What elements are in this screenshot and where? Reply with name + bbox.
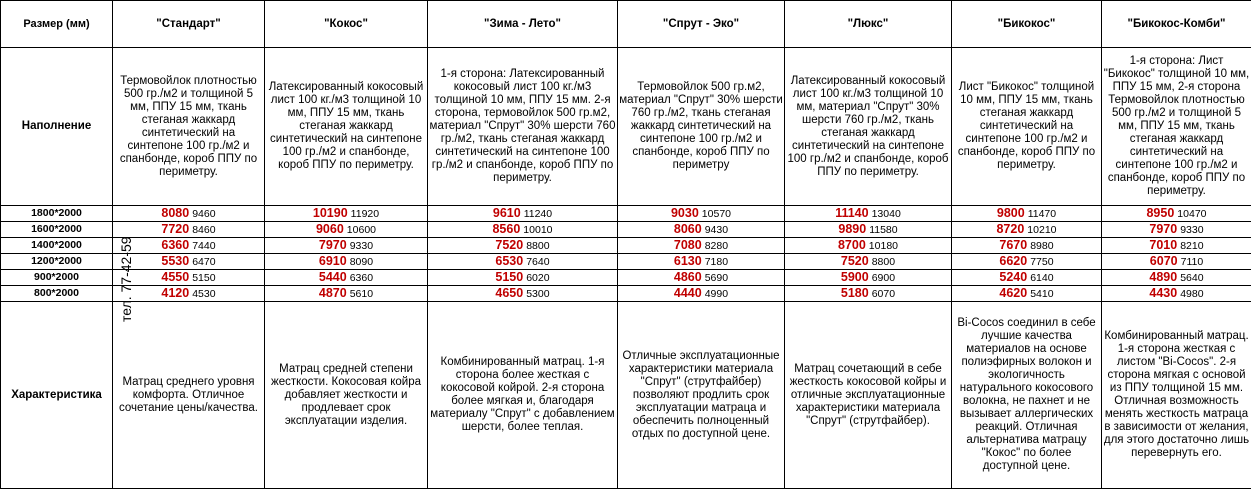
discount-price: 5240 <box>999 269 1028 284</box>
size-row <box>1 206 1251 222</box>
regular-price: 5610 <box>349 287 374 300</box>
discount-price: 5440 <box>318 269 347 284</box>
characteristic-cell: Отличные эксплуатационные характеристики материала "Спрут" (струтфайбер) позволяют продлить срок эксплуатации матраца и обеспечить полноценный отдых по доступной цене. <box>618 302 785 489</box>
filling-cell: Термовойлок плотностью 500 гр./м2 и толщиной 5 мм, ППУ 15 мм, ткань стеганая жаккард синтетический на синтепоне 100 гр./м2 и спанбонде, короб ППУ по периметру. <box>113 48 265 206</box>
price-cell <box>1102 286 1251 302</box>
price-cell <box>265 270 428 286</box>
regular-price: 8800 <box>871 255 896 268</box>
price-cell <box>785 270 952 286</box>
column-header-zima-leto: "Зима - Лето" <box>428 1 618 48</box>
regular-price: 9330 <box>349 239 374 252</box>
filling-cell: Лист "Бикокос" толщиной 10 мм, ППУ 15 мм, ткань стеганая жаккард синтетический на синтепоне 100 гр./м2 и спанбонде, короб ППУ по периметру. <box>952 48 1102 206</box>
characteristic-cell: Матрац средней степени жесткости. Кокосовая койра добавляет жесткости и продлевает срок эксплуатации изделия. <box>265 302 428 489</box>
regular-price: 8090 <box>349 255 374 268</box>
discount-price: 4890 <box>1149 269 1178 284</box>
size-label: 900*2000 <box>1 270 113 286</box>
regular-price: 8280 <box>704 239 729 252</box>
discount-price: 7970 <box>318 237 347 252</box>
regular-price: 7440 <box>192 239 216 252</box>
characteristic-cell: Bi-Cocos соединил в себе лучшие качества материалов на основе полиэфирных волокон и экологичность натурального кокосового волокна, не пахнет и не вызывает аллергических реакций. Отличная альтернатива матрацу "Кокос" по более доступной цене. <box>952 302 1102 489</box>
regular-price: 11470 <box>1027 207 1057 220</box>
regular-price: 10010 <box>523 223 553 236</box>
discount-price: 6530 <box>495 253 524 268</box>
discount-price: 7010 <box>1149 237 1178 252</box>
price-cell <box>1102 270 1251 286</box>
price-cell <box>265 238 428 254</box>
price-cell <box>428 286 618 302</box>
characteristic-cell: Комбинированный матрац. 1-я сторона более жесткая с кокосовой койрой. 2-я сторона более мягкая и, благодаря материалу "Спрут" с добавлением шерсти, более теплая. <box>428 302 618 489</box>
regular-price: 4980 <box>1180 287 1204 300</box>
discount-price: 8560 <box>492 221 521 236</box>
discount-price: 7520 <box>840 253 869 268</box>
discount-price: 9060 <box>315 221 344 236</box>
discount-price: 6070 <box>1149 253 1178 268</box>
price-cell <box>1102 254 1251 270</box>
discount-price: 6360 <box>161 237 190 252</box>
discount-price: 4860 <box>673 269 702 284</box>
column-header-kokos: "Кокос" <box>265 1 428 48</box>
size-label: 1200*2000 <box>1 254 113 270</box>
price-cell <box>265 286 428 302</box>
characteristic-row <box>1 302 1251 489</box>
discount-price: 9610 <box>492 205 521 220</box>
regular-price: 8980 <box>1030 239 1054 252</box>
regular-price: 10600 <box>346 223 376 236</box>
price-cell <box>113 238 265 254</box>
discount-price: 4870 <box>318 285 347 300</box>
discount-price: 10190 <box>312 205 348 220</box>
discount-price: 4430 <box>1149 285 1178 300</box>
regular-price: 7750 <box>1030 255 1054 268</box>
price-cell <box>952 270 1102 286</box>
discount-price: 8720 <box>996 221 1025 236</box>
discount-price: 9890 <box>838 221 867 236</box>
filling-cell: Термовойлок 500 гр.м2, материал "Спрут" 30% шерсти 760 гр./м2, ткань стеганая жаккард синтетический на синтепоне 100 гр./м2 и спанбонде, короб ППУ по периметру <box>618 48 785 206</box>
discount-price: 7670 <box>999 237 1028 252</box>
regular-price: 8800 <box>526 239 550 252</box>
price-cell <box>265 254 428 270</box>
regular-price: 8210 <box>1180 239 1204 252</box>
column-header-bikokos-kombi: "Бикокос-Комби" <box>1102 1 1251 48</box>
size-label: 1800*2000 <box>1 206 113 222</box>
regular-price: 13040 <box>871 207 901 220</box>
discount-price: 9030 <box>670 205 699 220</box>
discount-price: 4620 <box>999 285 1028 300</box>
price-cell <box>785 238 952 254</box>
price-cell <box>1102 222 1251 238</box>
regular-price: 5410 <box>1030 287 1054 300</box>
discount-price: 5180 <box>840 285 869 300</box>
discount-price: 4120 <box>161 285 190 300</box>
discount-price: 8950 <box>1146 205 1175 220</box>
regular-price: 11920 <box>350 207 380 220</box>
discount-price: 11140 <box>835 205 869 220</box>
price-cell <box>428 238 618 254</box>
filling-cell: Латексированный кокосовый лист 100 кг./м3 толщиной 10 мм, ППУ 15 мм, ткань стеганая жаккард синтетический на синтепоне 100 гр./м2 и спанбонде, короб ППУ по периметру. <box>265 48 428 206</box>
column-header-standard: "Стандарт" <box>113 1 265 48</box>
regular-price: 10180 <box>868 239 898 252</box>
price-cell <box>265 206 428 222</box>
discount-price: 8700 <box>837 237 866 252</box>
regular-price: 8460 <box>192 223 216 236</box>
price-cell <box>618 206 785 222</box>
price-cell <box>618 238 785 254</box>
discount-price: 8080 <box>161 205 190 220</box>
characteristic-cell: Матрац среднего уровня комфорта. Отличное сочетание цены/качества. <box>113 302 265 489</box>
discount-price: 8060 <box>673 221 702 236</box>
regular-price: 6360 <box>349 271 374 284</box>
regular-price: 6900 <box>871 271 896 284</box>
price-cell <box>113 222 265 238</box>
filling-cell: Латексированный кокосовый лист 100 кг./м3 толщиной 10 мм, материал "Спрут" 30% шерсти 760 гр./м2, ткань стеганая жаккард синтетический на синтепоне 100 гр./м2 и спанбонде, короб ППУ по периметру. <box>785 48 952 206</box>
size-row <box>1 254 1251 270</box>
characteristic-cell: Матрац сочетающий в себе жесткость кокосовой койры и отличные эксплуатационные характеристики материала "Спрут" (струтфайбер). <box>785 302 952 489</box>
regular-price: 5300 <box>526 287 550 300</box>
size-header-cell: Размер (мм) <box>1 1 113 48</box>
discount-price: 4650 <box>495 285 524 300</box>
regular-price: 6020 <box>526 271 550 284</box>
regular-price: 11580 <box>869 223 898 236</box>
size-row <box>1 238 1251 254</box>
regular-price: 5690 <box>704 271 729 284</box>
discount-price: 5530 <box>161 253 190 268</box>
price-cell <box>952 238 1102 254</box>
discount-price: 6130 <box>673 253 702 268</box>
regular-price: 10210 <box>1027 223 1057 236</box>
filling-cell: 1-я сторона: Лист "Бикокос" толщиной 10 мм, ППУ 15 мм, 2-я сторона Термовойлок плотностью 500 гр./м2 и толщиной 5 мм, ППУ 15 мм, ткань стеганая жаккард синтетический на синтепоне 100 гр./м2 и спанбонде, короб ППУ по периметру. <box>1102 48 1251 206</box>
size-label: 1400*2000 <box>1 238 113 254</box>
price-cell <box>952 206 1102 222</box>
size-row <box>1 222 1251 238</box>
regular-price: 7110 <box>1180 255 1204 268</box>
price-cell <box>428 222 618 238</box>
filling-row <box>1 48 1251 206</box>
discount-price: 6620 <box>999 253 1028 268</box>
discount-price: 6910 <box>318 253 347 268</box>
regular-price: 5150 <box>192 271 216 284</box>
size-row <box>1 270 1251 286</box>
price-cell <box>785 206 952 222</box>
price-cell <box>952 286 1102 302</box>
discount-price: 5150 <box>495 269 524 284</box>
discount-price: 7970 <box>1149 221 1178 236</box>
price-cell <box>113 206 265 222</box>
discount-price: 4440 <box>673 285 702 300</box>
price-cell <box>785 286 952 302</box>
price-cell <box>428 206 618 222</box>
discount-price: 7080 <box>673 237 702 252</box>
phone-number: тел. 77-42-59 <box>118 236 134 322</box>
price-cell <box>1102 206 1251 222</box>
regular-price: 11240 <box>523 207 553 220</box>
regular-price: 4990 <box>704 287 729 300</box>
price-cell <box>618 270 785 286</box>
regular-price: 6470 <box>192 255 216 268</box>
price-cell <box>113 254 265 270</box>
regular-price: 9460 <box>192 207 216 220</box>
price-cell <box>113 270 265 286</box>
discount-price: 5900 <box>840 269 869 284</box>
regular-price: 9430 <box>704 223 729 236</box>
discount-price: 7520 <box>495 237 524 252</box>
regular-price: 6070 <box>871 287 896 300</box>
column-header-sprut-eko: "Спрут - Эко" <box>618 1 785 48</box>
regular-price: 7180 <box>704 255 729 268</box>
regular-price: 7640 <box>526 255 550 268</box>
characteristic-cell: Комбинированный матрац. 1-я сторона жесткая с листом "Bi-Cocos". 2-я сторона мягкая с основой из ППУ толщиной 15 мм. Отличная возможность менять жесткость матраца в зависимости от желания, для этого достаточно лишь перевернуть его. <box>1102 302 1251 489</box>
price-cell <box>618 254 785 270</box>
price-cell <box>428 270 618 286</box>
column-header-lux: "Люкс" <box>785 1 952 48</box>
price-cell <box>785 254 952 270</box>
discount-price: 7720 <box>161 221 190 236</box>
column-header-bikokos: "Бикокос" <box>952 1 1102 48</box>
characteristic-label: Характеристика <box>1 302 113 489</box>
price-cell <box>618 286 785 302</box>
price-cell <box>428 254 618 270</box>
discount-price: 4550 <box>161 269 190 284</box>
size-row <box>1 286 1251 302</box>
size-label: 1600*2000 <box>1 222 113 238</box>
price-cell <box>785 222 952 238</box>
discount-price: 9800 <box>996 205 1025 220</box>
price-cell <box>952 254 1102 270</box>
filling-label: Наполнение <box>1 48 113 206</box>
regular-price: 10570 <box>701 207 731 220</box>
filling-cell: 1-я сторона: Латексированный кокосовый лист 100 кг./м3 толщиной 10 мм, ППУ 15 мм. 2-я сторона, термовойлок 500 гр.м2, материал "Спрут" 30% шерсти 760 гр./м2, ткань стеганая жаккард синтетический на синтепоне 100 гр./м2 и спанбонде, короб ППУ по периметру. <box>428 48 618 206</box>
header-row <box>1 1 1251 48</box>
price-cell <box>952 222 1102 238</box>
regular-price: 6140 <box>1030 271 1054 284</box>
regular-price: 9330 <box>1180 223 1204 236</box>
regular-price: 5640 <box>1180 271 1204 284</box>
regular-price: 10470 <box>1177 207 1207 220</box>
price-cell <box>113 286 265 302</box>
price-cell <box>618 222 785 238</box>
size-label: 800*2000 <box>1 286 113 302</box>
price-cell <box>1102 238 1251 254</box>
regular-price: 4530 <box>192 287 216 300</box>
price-cell <box>265 222 428 238</box>
